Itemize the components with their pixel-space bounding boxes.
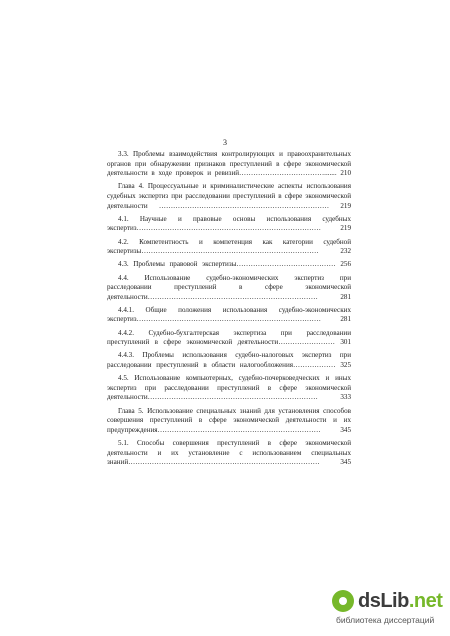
- toc-entry: [107, 407, 351, 436]
- toc-entry: [107, 439, 351, 468]
- toc-line: деятельности в ходе проверок и ревизий………………………………....... 210: [107, 169, 351, 178]
- toc-line: деятельности……………………………………………………………… 333: [107, 393, 351, 402]
- toc-line: расследовании преступлений в сфере экономической: [107, 283, 351, 292]
- watermark-subtitle: библиотека диссертаций: [336, 615, 435, 625]
- toc-line: судебных экспертиз при расследовании преступлений в сфере экономической: [107, 191, 351, 200]
- toc-entry: [107, 182, 351, 211]
- toc-entry: [107, 351, 351, 370]
- toc-line: 4.5. Использование компьютерных, судебно-почерковедческих и иных: [118, 374, 351, 383]
- toc-line: 4.4.2. Судебно-бухгалтерская экспертиза при расследовании: [118, 328, 351, 337]
- toc-entry: [107, 238, 351, 257]
- toc-entry: [107, 306, 351, 325]
- toc-entry: [107, 329, 351, 348]
- toc-line: экспертиз при расследовании преступлений в сфере экономической: [107, 383, 351, 392]
- toc-line: деятельности……………………………………………………………… 281: [107, 292, 351, 301]
- toc-line: знаний……………………………………………………………………… 345: [107, 458, 351, 467]
- table-of-contents: [107, 150, 351, 471]
- toc-entry: [107, 215, 351, 234]
- toc-line: деятельности и их установление с использованием специальных: [107, 448, 351, 457]
- toc-line: 5.1. Способы совершения преступлений в сфере экономической: [118, 438, 351, 447]
- toc-line: 4.3. Проблемы правовой экспертизы…………………………………… 256: [118, 260, 351, 269]
- toc-line: 4.4.3. Проблемы использования судебно-налоговых экспертиз при: [118, 351, 351, 360]
- toc-line: 4.1. Научные и правовые основы использования судебных: [118, 214, 351, 223]
- toc-line: экспертизы………………………………………………………………… 232: [107, 247, 351, 256]
- page-number: 3: [223, 138, 227, 147]
- toc-line: 4.4. Использование судебно-экономических экспертиз при: [118, 273, 351, 282]
- toc-line: 3.3. Проблемы взаимодействия контролирующих и правоохранительных: [118, 150, 351, 158]
- toc-entry: [107, 274, 351, 303]
- toc-line: деятельности ……………………………………………………………… 219: [107, 201, 351, 210]
- toc-entry: [107, 150, 351, 179]
- toc-line: совершения преступлений в сфере экономической деятельности и их: [107, 416, 351, 425]
- toc-line: Глава 4. Процессуальные и криминалистические аспекты использования: [118, 182, 351, 191]
- toc-entry: [107, 374, 351, 403]
- toc-line: предупреждения…………………………………………………………… 345: [107, 425, 351, 434]
- toc-line: расследовании преступлений в области налогообложения……………… 325: [107, 361, 351, 370]
- watermark-logo: [332, 584, 442, 628]
- logo-circle-icon: [332, 590, 354, 612]
- toc-line: преступлений в сфере экономической деятельности…………………… 301: [107, 338, 351, 347]
- toc-line: 4.4.1. Общие положения использования судебно-экономических: [118, 305, 351, 314]
- toc-line: экспертиз…………………………………………………………………… 281: [107, 315, 351, 324]
- toc-line: органов при обнаружении признаков преступлений в сфере экономической: [107, 159, 351, 168]
- toc-line: экспертиз…………………………………………………………………… 219: [107, 224, 351, 233]
- toc-line: 4.2. Компетентность и компетенция как категории судебной: [118, 237, 351, 246]
- toc-entry: [107, 260, 351, 270]
- toc-line: Глава 5. Использование специальных знаний для установления способов: [118, 406, 351, 415]
- watermark-brand: dsLib.net: [358, 590, 443, 612]
